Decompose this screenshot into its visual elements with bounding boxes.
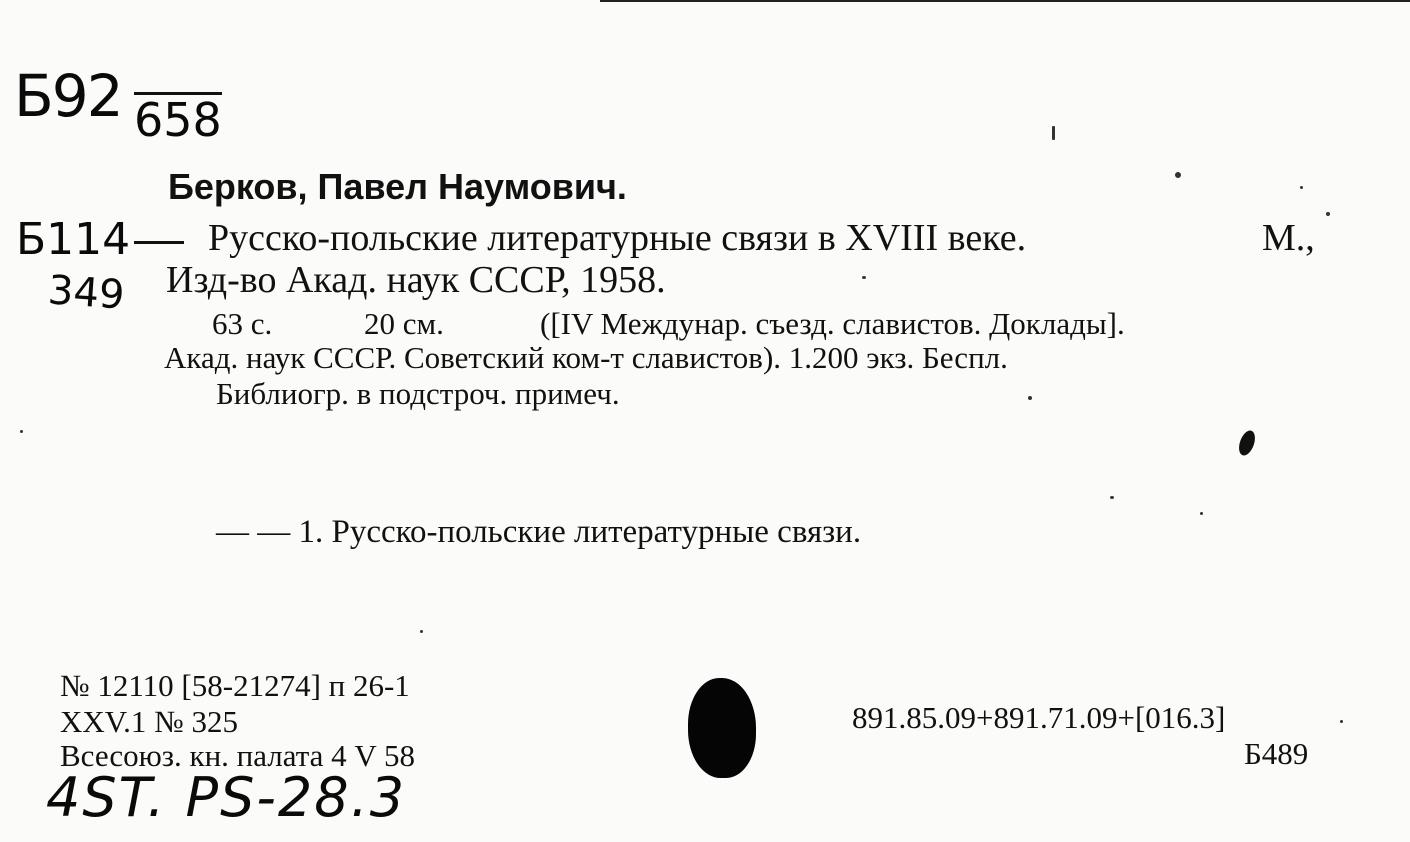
title-line-1: Русско-польские литературные связи в XVIII веке. — [208, 217, 1027, 259]
ink-speck — [420, 630, 423, 633]
author-heading: Берков, Павел Наумович. — [168, 166, 627, 207]
description-series: ([IV Междунар. съезд. славистов. Доклады]. — [540, 306, 1125, 341]
punch-hole — [688, 678, 756, 778]
shelfmark-top-number-text: 658 — [134, 93, 222, 147]
ink-speck — [1052, 126, 1055, 140]
subject-heading: — — 1. Русско-польские литературные связи. — [216, 514, 862, 550]
shelfmark-top — [14, 62, 122, 130]
ink-speck — [1340, 720, 1343, 723]
footer-left-line-3: Всесоюз. кн. палата 4 V 58 — [60, 738, 415, 773]
ink-speck — [1200, 512, 1203, 515]
ink-speck — [1236, 428, 1258, 457]
top-edge-line — [600, 0, 1410, 2]
footer-left-line-1: № 12110 [58-21274] п 26-1 — [60, 668, 410, 703]
ink-speck — [1175, 172, 1181, 178]
description-pages: 63 с. — [212, 306, 273, 341]
description-size: 20 см. — [364, 306, 444, 341]
shelfmark-top-number — [134, 92, 222, 147]
ink-speck — [1028, 396, 1032, 400]
shelfmark-top-prefix: Б92 — [14, 62, 122, 130]
ink-speck — [1110, 496, 1114, 499]
title-city: М., — [1262, 217, 1315, 259]
title-line-2: Изд-во Акад. наук СССР, 1958. — [166, 259, 666, 301]
shelfmark-left-dash — [134, 241, 184, 244]
description-line-2: Акад. наук СССР. Советский ком-т славистов). 1.200 экз. Беспл. — [164, 340, 1008, 375]
shelfmark-left-1-text: Б114 — [16, 214, 131, 265]
footer-left-line-2: XXV.1 № 325 — [60, 704, 238, 739]
description-line-3: Библиогр. в подстроч. примеч. — [216, 376, 620, 411]
ink-speck — [1300, 186, 1303, 189]
ink-speck — [20, 430, 23, 433]
shelfmark-left-1 — [16, 214, 184, 265]
shelfmark-left-2: 349 — [46, 267, 126, 319]
author-mark: Б489 — [1244, 736, 1309, 771]
ink-speck — [862, 276, 866, 279]
ink-speck — [1326, 212, 1330, 216]
footer-handwritten: 4ST. PS-28.3 — [46, 766, 407, 829]
classification-number: 891.85.09+891.71.09+[016.3] — [852, 700, 1226, 735]
